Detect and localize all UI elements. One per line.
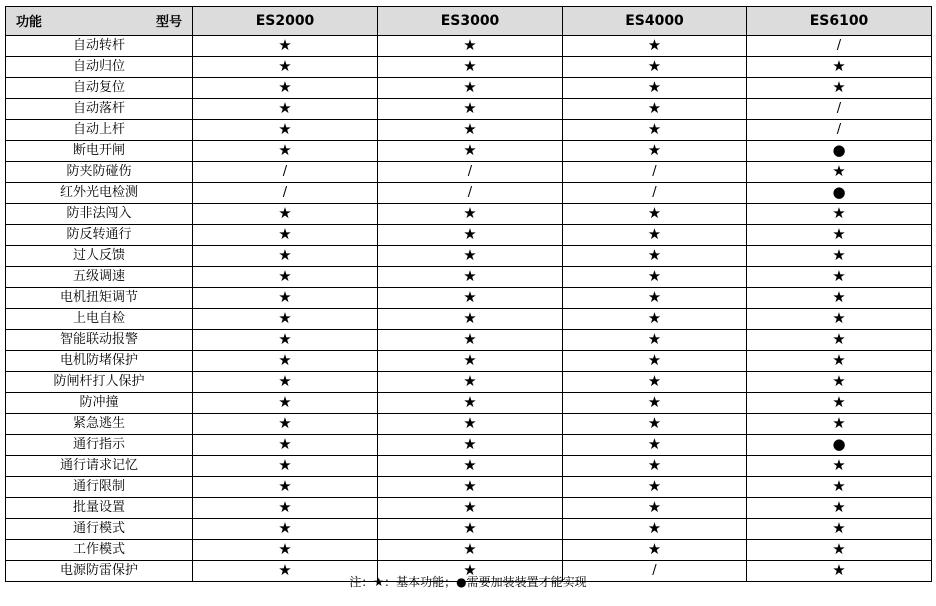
table-row [6,498,932,519]
support-cell [747,540,932,561]
star-icon: ★ [278,141,292,159]
support-cell [747,456,932,477]
star-icon: ★ [832,519,846,537]
table-row [6,246,932,267]
star-icon: ★ [463,309,477,327]
slash-icon: / [282,164,288,179]
support-cell [563,288,747,309]
star-icon: ★ [832,57,846,75]
star-icon: ★ [463,498,477,516]
support-cell [378,57,563,78]
support-cell [378,498,563,519]
star-icon: ★ [647,120,662,138]
support-cell [378,519,563,540]
support-cell [747,141,932,162]
support-cell [193,36,378,57]
support-cell [563,435,747,456]
star-icon: ★ [647,78,662,96]
support-cell [378,435,563,456]
function-name-cell: 工作模式 [6,540,193,561]
star-icon: ★ [463,99,477,117]
star-icon: ★ [278,204,292,222]
support-cell [378,99,563,120]
support-cell [747,36,932,57]
star-icon: ★ [647,99,662,117]
function-name-cell: 自动复位 [6,78,193,99]
support-cell [563,57,747,78]
support-cell [747,57,932,78]
star-icon: ★ [647,519,662,537]
support-cell [378,120,563,141]
star-icon: ★ [647,540,662,558]
table-row [6,477,932,498]
support-cell [747,78,932,99]
model-header-es6100: ES6100 [747,7,932,36]
star-icon: ★ [832,540,846,558]
support-cell [193,519,378,540]
support-cell [193,477,378,498]
star-icon: ★ [278,36,292,54]
table-row [6,372,932,393]
table-row [6,162,932,183]
support-cell [747,393,932,414]
star-icon: ★ [278,57,292,75]
function-name-cell: 防夹防碰伤 [6,162,193,183]
support-cell [747,288,932,309]
support-cell [193,57,378,78]
header-row [6,7,932,36]
star-icon: ★ [463,141,477,159]
star-icon: ★ [278,351,292,369]
star-icon: ★ [463,288,477,306]
support-cell [747,351,932,372]
table-row [6,351,932,372]
star-icon: ★ [832,498,846,516]
support-cell [563,414,747,435]
star-icon: ★ [647,225,662,243]
filled-circle-icon: ● [832,141,846,159]
support-cell [193,435,378,456]
function-name-cell: 过人反馈 [6,246,193,267]
star-icon: ★ [832,393,846,411]
support-cell [193,225,378,246]
function-name-cell: 通行模式 [6,519,193,540]
star-icon: ★ [463,57,477,75]
slash-icon: / [652,164,657,179]
support-cell [378,393,563,414]
function-name-cell: 电源防雷保护 [6,561,193,582]
star-icon: ★ [278,99,292,117]
table-row [6,183,932,204]
star-icon: ★ [832,225,846,243]
star-icon: ★ [278,372,292,390]
star-icon: ★ [647,36,662,54]
table-row [6,393,932,414]
support-cell [378,246,563,267]
star-icon: ★ [463,120,477,138]
support-cell [193,330,378,351]
function-name-cell: 防反转通行 [6,225,193,246]
support-cell [747,183,932,204]
function-name-cell: 上电自检 [6,309,193,330]
star-icon: ★ [278,78,292,96]
support-cell [563,372,747,393]
table-row [6,120,932,141]
star-icon: ★ [647,267,662,285]
star-icon: ★ [278,498,292,516]
support-cell [378,330,563,351]
star-icon: ★ [832,414,846,432]
support-cell [563,267,747,288]
function-name-cell: 通行限制 [6,477,193,498]
function-name-cell: 防非法闯入 [6,204,193,225]
support-cell [563,36,747,57]
support-cell [193,162,378,183]
table-row [6,57,932,78]
corner-header-cell [6,7,193,36]
star-icon: ★ [647,141,662,159]
support-cell [563,351,747,372]
slash-icon: / [652,563,657,578]
table-row [6,435,932,456]
star-icon: ★ [278,267,292,285]
support-cell [563,540,747,561]
corner-label-function: 功能 [16,15,43,30]
star-icon: ★ [647,309,662,327]
table-row [6,288,932,309]
star-icon: ★ [463,225,477,243]
star-icon: ★ [463,414,477,432]
function-name-cell: 电机扭矩调节 [6,288,193,309]
support-cell [747,477,932,498]
function-name-cell: 防闸杆打人保护 [6,372,193,393]
slash-icon: / [836,122,842,137]
star-icon: ★ [647,477,662,495]
support-cell [378,372,563,393]
support-cell [378,288,563,309]
table-row [6,225,932,246]
star-icon: ★ [647,498,662,516]
support-cell [563,120,747,141]
star-icon: ★ [278,330,292,348]
star-icon: ★ [278,393,292,411]
support-cell [378,225,563,246]
function-name-cell: 紧急逃生 [6,414,193,435]
function-name-cell: 自动归位 [6,57,193,78]
star-icon: ★ [832,351,846,369]
table-body [6,36,932,582]
table-row [6,78,932,99]
support-cell [563,99,747,120]
function-name-cell: 五级调速 [6,267,193,288]
support-cell [563,162,747,183]
support-cell [378,183,563,204]
support-cell [563,225,747,246]
support-cell [747,519,932,540]
table-row [6,540,932,561]
star-icon: ★ [647,456,662,474]
spec-table [5,6,932,582]
support-cell [193,183,378,204]
function-name-cell: 通行请求记忆 [6,456,193,477]
support-cell [193,351,378,372]
function-name-cell: 断电开闸 [6,141,193,162]
star-icon: ★ [278,309,292,327]
star-icon: ★ [463,36,477,54]
filled-circle-icon: ● [832,435,846,453]
support-cell [563,141,747,162]
support-cell [378,351,563,372]
slash-icon: / [836,38,842,53]
support-cell [193,78,378,99]
star-icon: ★ [647,351,662,369]
star-icon: ★ [463,435,477,453]
support-cell [747,120,932,141]
support-cell [378,204,563,225]
star-icon: ★ [463,351,477,369]
star-icon: ★ [463,246,477,264]
slash-icon: / [467,185,473,200]
support-cell [747,414,932,435]
star-icon: ★ [832,456,846,474]
star-icon: ★ [278,414,292,432]
star-icon: ★ [832,78,846,96]
star-icon: ★ [647,372,662,390]
corner-label-model: 型号 [155,15,182,30]
support-cell [747,204,932,225]
support-cell [193,372,378,393]
star-icon: ★ [647,288,662,306]
star-icon: ★ [278,435,292,453]
support-cell [378,540,563,561]
support-cell [563,246,747,267]
support-cell [193,393,378,414]
support-cell [193,246,378,267]
support-cell [747,498,932,519]
support-cell [193,309,378,330]
support-cell [193,498,378,519]
star-icon: ★ [647,204,662,222]
support-cell [378,309,563,330]
model-header-es2000: ES2000 [193,7,378,36]
table-row [6,36,932,57]
table-row [6,456,932,477]
function-name-cell: 自动转杆 [6,36,193,57]
star-icon: ★ [278,225,292,243]
star-icon: ★ [463,519,477,537]
support-cell [747,99,932,120]
star-icon: ★ [278,120,292,138]
star-icon: ★ [463,561,477,579]
star-icon: ★ [278,540,292,558]
function-name-cell: 防冲撞 [6,393,193,414]
slash-icon: / [652,185,657,200]
star-icon: ★ [463,78,477,96]
support-cell [747,267,932,288]
table-row [6,414,932,435]
table-row [6,519,932,540]
star-icon: ★ [832,204,846,222]
star-icon: ★ [647,246,662,264]
star-icon: ★ [278,288,292,306]
star-icon: ★ [463,204,477,222]
table-row [6,204,932,225]
function-name-cell: 智能联动报警 [6,330,193,351]
support-cell [378,414,563,435]
support-cell [563,477,747,498]
star-icon: ★ [832,162,846,180]
support-cell [193,204,378,225]
function-name-cell: 通行指示 [6,435,193,456]
star-icon: ★ [278,477,292,495]
function-name-cell: 批量设置 [6,498,193,519]
support-cell [747,309,932,330]
support-cell [563,519,747,540]
support-cell [378,141,563,162]
filled-circle-icon: ● [832,183,846,201]
star-icon: ★ [647,57,662,75]
support-cell [378,267,563,288]
star-icon: ★ [647,330,662,348]
support-cell [747,225,932,246]
support-cell [563,330,747,351]
support-cell [378,36,563,57]
support-cell [747,372,932,393]
star-icon: ★ [832,288,846,306]
star-icon: ★ [647,393,662,411]
star-icon: ★ [832,246,846,264]
support-cell [563,498,747,519]
star-icon: ★ [647,435,662,453]
support-cell [563,183,747,204]
function-name-cell: 自动上杆 [6,120,193,141]
function-name-cell: 自动落杆 [6,99,193,120]
star-icon: ★ [832,330,846,348]
support-cell [378,78,563,99]
support-cell [193,414,378,435]
support-cell [378,456,563,477]
star-icon: ★ [463,330,477,348]
star-icon: ★ [463,393,477,411]
star-icon: ★ [832,561,846,579]
table-row [6,330,932,351]
table-row [6,267,932,288]
support-cell [378,162,563,183]
support-cell [563,309,747,330]
support-cell [747,435,932,456]
star-icon: ★ [463,456,477,474]
support-cell [193,99,378,120]
star-icon: ★ [278,561,292,579]
slash-icon: / [467,164,473,179]
model-header-es3000: ES3000 [378,7,563,36]
support-cell [747,162,932,183]
star-icon: ★ [463,477,477,495]
star-icon: ★ [832,477,846,495]
function-name-cell: 红外光电检测 [6,183,193,204]
star-icon: ★ [463,372,477,390]
support-cell [563,456,747,477]
support-cell [193,120,378,141]
support-cell [747,330,932,351]
star-icon: ★ [832,309,846,327]
support-cell [193,141,378,162]
support-cell [193,540,378,561]
table-row [6,99,932,120]
support-cell [747,246,932,267]
support-cell [193,456,378,477]
star-icon: ★ [278,246,292,264]
table-row [6,141,932,162]
slash-icon: / [282,185,288,200]
star-icon: ★ [832,267,846,285]
table-row [6,309,932,330]
support-cell [563,393,747,414]
support-cell [563,204,747,225]
star-icon: ★ [278,456,292,474]
support-cell [563,78,747,99]
function-name-cell: 电机防堵保护 [6,351,193,372]
star-icon: ★ [463,540,477,558]
star-icon: ★ [647,414,662,432]
support-cell [193,267,378,288]
star-icon: ★ [463,267,477,285]
support-cell [378,477,563,498]
slash-icon: / [836,101,842,116]
star-icon: ★ [278,519,292,537]
star-icon: ★ [832,372,846,390]
model-header-es4000: ES4000 [563,7,747,36]
footnote: 注：★：基本功能；●需要加装装置才能实现 [349,575,587,589]
support-cell [193,288,378,309]
